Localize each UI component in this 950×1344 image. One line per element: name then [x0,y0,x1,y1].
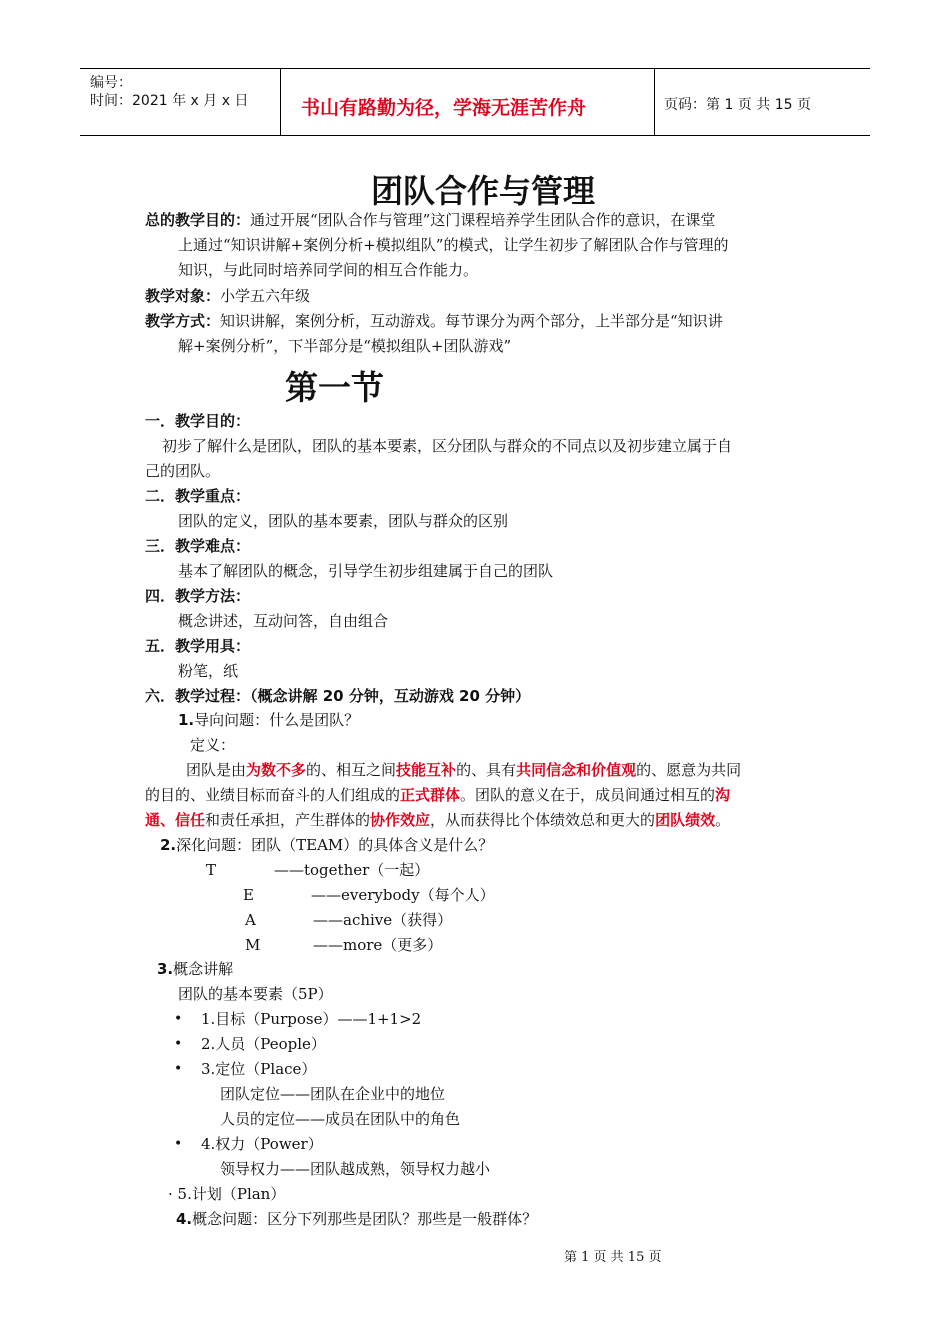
bullet-2: • [174,1036,183,1052]
question-3-number: 3. [157,960,174,978]
definition-label: 定义： [190,736,236,754]
item-3-text: 基本了解团队的概念，引导学生初步组建属于自己的团队 [178,562,554,580]
goal-text-1: 通过开展“团队合作与管理”这门课程培养学生团队合作的意识，在课堂 [250,211,716,229]
team-meaning-m: ——more（更多） [313,936,443,954]
element-3-sub-1: 团队定位——团队在企业中的地位 [220,1085,446,1103]
def-d: 技能互补 [396,761,457,779]
goal-line-1 [145,208,715,233]
def-l: 通、信任 [145,811,206,829]
header-divider-right [654,68,655,136]
question-2 [160,833,493,858]
goal-label: 总的教学目的： [145,211,251,229]
goal-line-3: 知识，与此同时培养同学间的相互合作能力。 [178,261,479,279]
def-m: 和责任承担，产生群体的 [205,811,371,829]
team-letter-e: E [243,886,254,904]
element-3: 3.定位（Place） [201,1060,317,1078]
def-j: 。团队的意义在于，成员间通过相互的 [460,786,716,804]
def-n: 协作效应 [370,811,431,829]
item-6-label: 六．教学过程：（概念讲解 20 分钟，互动游戏 20 分钟） [145,687,531,705]
item-1-line-1: 初步了解什么是团队，团队的基本要素，区分团队与群众的不同点以及初步建立属于自 [162,437,733,455]
question-4 [176,1207,537,1232]
question-4-number: 4. [176,1210,193,1228]
question-1-text: 导向问题：什么是团队？ [194,711,360,729]
method-text-1: 知识讲解，案例分析，互动游戏。每节课分为两个部分，上半部分是“知识讲 [220,312,723,330]
item-5-text: 粉笔，纸 [178,662,239,680]
question-4-text: 概念问题：区分下列那些是团队？那些是一般群体？ [192,1210,538,1228]
header-time: 时间：2021 年 x 月 x 日 [90,93,249,109]
goal-line-2: 上通过“知识讲解+案例分析+模拟组队”的模式，让学生初步了解团队合作与管理的 [178,236,729,254]
element-1: 1.目标（Purpose）——1+1>2 [201,1010,422,1028]
header-bottom-rule [80,135,870,136]
element-4: 4.权力（Power） [201,1135,323,1153]
question-3 [157,957,233,982]
elements-title: 团队的基本要素（5P） [178,985,333,1003]
method-line-2: 解+案例分析”，下半部分是“模拟组队+团队游戏” [178,337,512,355]
def-a: 团队是由 [186,761,247,779]
question-3-text: 概念讲解 [173,960,234,978]
item-5-label: 五．教学用具： [145,637,251,655]
method-line-1 [145,309,723,334]
header-divider-left [280,68,281,136]
def-q: 。 [715,811,731,829]
page-footer: 第 1 页 共 15 页 [564,1250,662,1265]
def-k: 沟 [715,786,731,804]
item-2-label: 二．教学重点： [145,487,251,505]
header-page: 页码：第 1 页 共 15 页 [664,97,811,113]
element-2: 2.人员（People） [201,1035,326,1053]
question-2-number: 2. [160,836,177,854]
element-5: · 5.计划（Plan） [168,1185,286,1203]
def-f: 共同信念和价值观 [516,761,637,779]
team-meaning-t: ——together（一起） [274,861,430,879]
element-4-sub-1: 领导权力——团队越成熟，领导权力越小 [220,1160,491,1178]
target-label: 教学对象： [145,287,221,305]
bullet-4: • [174,1136,183,1152]
item-4-label: 四．教学方法： [145,587,251,605]
element-3-sub-2: 人员的定位——成员在团队中的角色 [220,1110,461,1128]
item-1-line-2: 己的团队。 [145,462,221,480]
team-letter-m: M [245,936,261,954]
item-4-text: 概念讲述，互动问答，自由组合 [178,612,389,630]
item-1-label: 一．教学目的： [145,412,251,430]
question-1-number: 1. [178,711,195,729]
bullet-1: • [174,1011,183,1027]
def-h: 的目的、业绩目标而奋斗的人们组成的 [145,786,401,804]
definition-line-1 [186,758,741,783]
def-o: ，从而获得比个体绩效总和更大的 [430,811,656,829]
def-b: 为数不多 [246,761,307,779]
team-meaning-e: ——everybody（每个人） [311,886,495,904]
bullet-3: • [174,1061,183,1077]
def-g: 的、愿意为共同 [636,761,742,779]
item-3-label: 三．教学难点： [145,537,251,555]
document-title: 团队合作与管理 [371,172,596,210]
team-letter-t: T [206,861,217,879]
item-2-text: 团队的定义，团队的基本要素，团队与群众的区别 [178,512,509,530]
def-p: 团队绩效 [655,811,716,829]
def-e: 的、具有 [456,761,517,779]
definition-line-2 [145,783,730,808]
question-2-text: 深化问题：团队（TEAM）的具体含义是什么？ [176,836,494,854]
def-i: 正式群体 [400,786,461,804]
target-text: 小学五六年级 [220,287,311,305]
team-letter-a: A [245,911,256,929]
header-number: 编号： [90,75,132,91]
definition-line-3 [145,808,730,833]
section-title: 第一节 [285,368,384,407]
header-top-rule [80,68,870,69]
def-c: 的、相互之间 [306,761,397,779]
question-1 [178,708,359,733]
team-meaning-a: ——achive（获得） [313,911,453,929]
method-label: 教学方式： [145,312,221,330]
target-line [145,284,310,309]
header-motto: 书山有路勤为径，学海无涯苦作舟 [301,97,587,119]
